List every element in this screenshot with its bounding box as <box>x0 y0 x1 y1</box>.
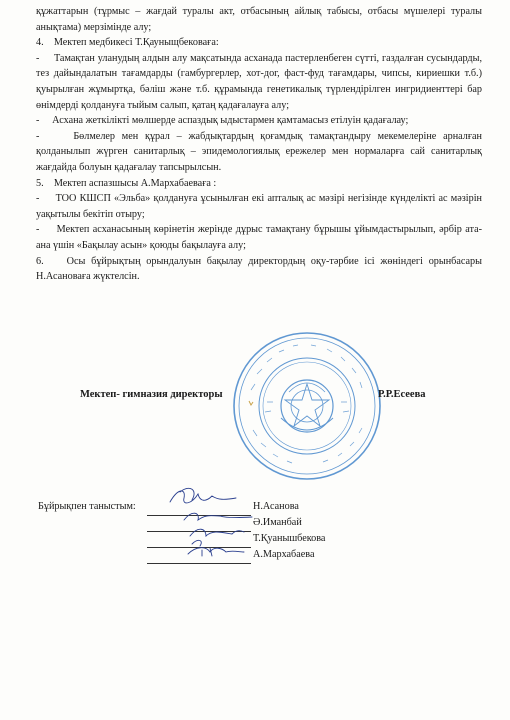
paragraph: - Бөлмелер мен құрал – жабдықтардың қоғамдық тамақтандыру мекемелеріне арналған қолданылып жүрген санитарлық – эпидемологиялық ережелер мен нормаларға сай санитарлық жағдайда болуын қадағалау тапсырылсын. <box>36 130 482 173</box>
paragraph: - ТОО КШСП «Эльба» қолдануға ұсынылған екі апталық ас мәзірі негізінде күнделікті ас мәзірін уақытылы бекітіп отыру; <box>36 193 482 220</box>
official-stamp <box>231 330 383 482</box>
acknowledged-name: Т.Қуанышбекова <box>253 533 326 544</box>
acknowledgement-label: Бұйрықпен таныстым: <box>38 501 136 512</box>
paragraph: 5. Мектеп аспазшысы А.Мархабаеваға : <box>36 177 217 189</box>
paragraph: - Мектеп асханасының көрінетін жерінде дұрыс тамақтану бұрышы ұйымдастырылып, әрбір ата-ана үшін «Бақылау асын» қоюды бақылауға алу; <box>36 224 482 251</box>
director-name: Р.Р.Есеева <box>378 389 426 400</box>
paragraph: 6. Осы бұйрықтың орындалуын бақылау директордың оқу-тәрбие ісі жөніндегі орынбасары Н.Асановаға жүктелсін. <box>36 255 482 283</box>
acknowledged-name: А.Мархабаева <box>253 549 315 560</box>
paragraph: 4. Мектеп медбикесі Т.Қауныщбековаға: <box>36 37 219 49</box>
acknowledged-name: Ә.Иманбай <box>253 517 302 528</box>
order-body <box>36 4 482 285</box>
acknowledged-name: Н.Асанова <box>253 501 299 512</box>
handwritten-signatures <box>140 480 290 580</box>
paragraph: құжаттарын (тұрмыс – жағдай туралы акт, отбасының айлық табысы, отбасы мүшелері туралы анықтама) мерзімінде алу; <box>36 6 482 33</box>
paragraph: - Тамақтан уланудың алдын алу мақсатында асханада пастерленбеген сүтті, газдалған сусындарды, тез дайындалатын тағамдарды (гамбургерлер, хот-дог, фаст-фуд тағамдары, чипсы, кириешки т.б.) қуырылған жұмыртқа, бәліш және т.б. құрамында генетикалық түрлендірілген ингридиенттері бар өнімдерді қолдануға тыйым салып, қатаң қадағалауға алу; <box>36 52 482 111</box>
paragraph: - Асхана жеткілікті мөлшерде аспаздық ыдыстармен қамтамасыз етілуін қадағалау; <box>36 115 409 127</box>
director-title: Мектеп- гимназия директоры <box>80 389 223 400</box>
